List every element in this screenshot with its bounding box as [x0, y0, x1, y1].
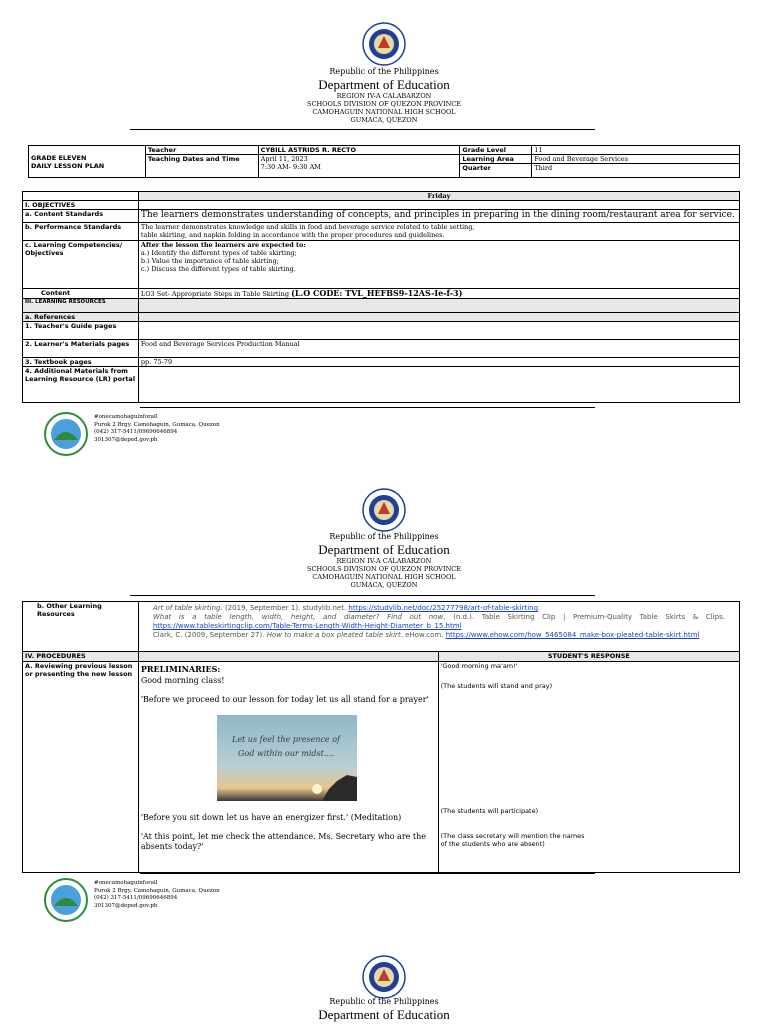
- competencies-label: c. Learning Competencies/ Objectives: [23, 241, 139, 289]
- teacher-label: Teacher: [145, 146, 258, 155]
- location-text: GUMACA, QUEZON: [350, 116, 418, 124]
- footer-hashtag: #onecamohaguinforall: [94, 414, 158, 420]
- prayer-image: [217, 715, 357, 801]
- perf-std-value: The learner demonstrates knowledge and skills in food and beverage service related to table setting, table skirting, and napkin folding in accordance with the proper procedures and guidelines.: [138, 223, 739, 241]
- department-title: Department of Education: [318, 77, 450, 92]
- location-text: GUMACA, QUEZON: [350, 581, 418, 589]
- students-response-heading: STUDENT'S RESPONSE: [438, 652, 739, 662]
- teacher-activity: [138, 662, 438, 873]
- day-header: Friday: [138, 192, 739, 201]
- footer-email: 301307@deped.gov.ph: [94, 902, 158, 909]
- other-resources-refs: [138, 602, 739, 652]
- header-rule: [130, 129, 595, 130]
- footer-phone: (042) 317-5411/09690646894: [94, 895, 178, 901]
- content-cell: [138, 289, 739, 299]
- division-text: SCHOOLS DIVISION OF QUEZON PROVINCE: [307, 565, 461, 573]
- school-text: CAMOHAGUIN NATIONAL HIGH SCHOOL: [312, 108, 456, 116]
- other-resources-label: b. Other Learning Resources: [23, 602, 139, 652]
- plan-title: GRADE ELEVEN DAILY LESSON PLAN: [29, 146, 146, 178]
- tb-value: pp. 75-79: [138, 358, 739, 367]
- procedures-table: [22, 601, 740, 873]
- quarter-value: Third: [532, 164, 740, 178]
- content-value: LO3 Set- Appropriate Steps in Table Skirting: [140, 290, 289, 298]
- objectives-heading: I. OBJECTIVES: [23, 201, 139, 210]
- republic-text: Republic of the Philippines: [329, 67, 439, 76]
- deped-seal-icon: [362, 22, 406, 66]
- prayer-image-text: Let us feel the presence of God within our midst....: [231, 735, 340, 758]
- region-text: REGION IV-A CALABARZON: [336, 92, 432, 100]
- footer-phone: (042) 317-5411/09690646894: [94, 429, 178, 435]
- department-title: Department of Education: [318, 542, 450, 557]
- response-prayer: (The students will stand and pray): [440, 682, 553, 690]
- objectives-table: [22, 191, 740, 403]
- footer-rule: [140, 407, 595, 408]
- area-value: Food and Beverage Services: [532, 155, 740, 164]
- footer: [44, 412, 344, 456]
- school-logo-icon: [44, 412, 88, 456]
- grade-label: Grade Level: [460, 146, 532, 155]
- footer-email: 301307@deped.gov.ph: [94, 436, 158, 443]
- reference-3-link[interactable]: https://www.ehow.com/how_5465084_make-box-pleated-table-skirt.html: [445, 631, 700, 639]
- reference-1-link[interactable]: https://studylib.net/doc/25277798/art-of-table-skirting: [348, 604, 539, 612]
- page-header: [0, 997, 768, 1022]
- reference-1: Art of table skirting. (2019, September 1). studylib.net. https://studylib.net/doc/25277798/art-of-table-skirting: [152, 604, 539, 612]
- lm-value: Food and Beverage Services Production Manual: [138, 340, 739, 358]
- area-label: Learning Area: [460, 155, 532, 164]
- teacher-value: CYBILL ASTRIDS R. RECTO: [258, 146, 460, 155]
- comp-intro: After the lesson the learners are expected to:: [140, 241, 306, 249]
- deped-seal-icon: [362, 955, 406, 999]
- tb-label: 3. Textbook pages: [23, 358, 139, 367]
- division-text: SCHOOLS DIVISION OF QUEZON PROVINCE: [307, 100, 461, 108]
- reference-2: What is a table length, width, height, and diameter? Find out now. (n.d.). Table Skirting Clip | Premium-Quality Table Skirts & Clips. https://www.tableskirtingclip.com/Table-Terms-Length-Width-Height-Diameter_b_15.html: [152, 613, 725, 630]
- attendance-instruction: 'At this point, let me check the attendance. Ms. Secretary who are the absents today?': [140, 832, 427, 851]
- deped-seal-icon: [362, 488, 406, 532]
- school-logo-icon: [44, 878, 88, 922]
- grade-value: 11: [532, 146, 740, 155]
- perf-std-label: b. Performance Standards: [23, 223, 139, 241]
- page-header: [0, 67, 768, 124]
- info-table: [28, 145, 740, 178]
- republic-text: Republic of the Philippines: [329, 532, 439, 541]
- lm-label: 2. Learner's Materials pages: [23, 340, 139, 358]
- dates-value: April 11, 2023 7:30 AM- 9:30 AM: [258, 155, 460, 178]
- tg-label: 1. Teacher's Guide pages: [23, 322, 139, 340]
- content-label: Content: [23, 289, 139, 299]
- header-rule: [130, 595, 595, 596]
- quarter-label: Quarter: [460, 164, 532, 178]
- footer-address: Purok 2 Brgy. Camohaguin, Gumaca, Quezon: [94, 887, 220, 894]
- comp-item-c: c.) Discuss the different types of table skirting.: [140, 265, 296, 273]
- page-header: [0, 532, 768, 589]
- footer-rule: [140, 873, 595, 874]
- references-heading: a. References: [23, 313, 139, 322]
- school-text: CAMOHAGUIN NATIONAL HIGH SCHOOL: [312, 573, 456, 581]
- competencies-cell: [138, 241, 739, 289]
- student-response-cell: [438, 662, 739, 873]
- response-greeting: 'Good morning ma'am!': [440, 662, 518, 670]
- reference-2-link[interactable]: https://www.tableskirtingclip.com/Table-Terms-Length-Width-Height-Diameter_b_15.html: [152, 622, 462, 630]
- resources-heading: III. LEARNING RESOURCES: [23, 299, 139, 313]
- lo-code: (L.O CODE: TVL_HEFBS9-12AS-Ie-f-3): [291, 288, 463, 298]
- prelim-heading: PRELIMINARIES:: [140, 664, 221, 674]
- footer-address: Purok 2 Brgy. Camohaguin, Gumaca, Quezon: [94, 421, 220, 428]
- response-energizer: (The students will participate): [440, 807, 539, 815]
- reference-3: Clark, C. (2009, September 27). How to make a box pleated table skirt. eHow.com. https://www.ehow.com/how_5465084_make-box-pleated-table-skirt.html: [152, 631, 700, 639]
- republic-text: Republic of the Philippines: [329, 997, 439, 1006]
- prayer-instruction: 'Before we proceed to our lesson for today let us all stand for a prayer': [140, 695, 429, 704]
- response-attendance: (The class secretary will mention the names of the students who are absent): [440, 832, 585, 848]
- footer-hashtag: #onecamohaguinforall: [94, 880, 158, 886]
- comp-item-a: a.) Identify the different types of table skirting;: [140, 249, 297, 257]
- department-title: Department of Education: [318, 1007, 450, 1022]
- energizer-instruction: 'Before you sit down let us have an energizer first.' (Meditation): [140, 813, 402, 822]
- comp-item-b: b.) Value the importance of table skirting;: [140, 257, 279, 265]
- step-a-label: A. Reviewing previous lesson or presenting the new lesson: [23, 662, 139, 873]
- additional-label: 4. Additional Materials from Learning Resource (LR) portal: [23, 367, 139, 403]
- greeting: Good morning class!: [140, 676, 225, 685]
- procedures-heading: IV. PROCEDURES: [23, 652, 139, 662]
- content-std-value: The learners demonstrates understanding of concepts, and principles in preparing in the dining room/restaurant area for service.: [138, 210, 739, 223]
- content-std-label: a. Content Standards: [23, 210, 139, 223]
- region-text: REGION IV-A CALABARZON: [336, 557, 432, 565]
- dates-label: Teaching Dates and Time: [145, 155, 258, 178]
- footer: [44, 878, 344, 922]
